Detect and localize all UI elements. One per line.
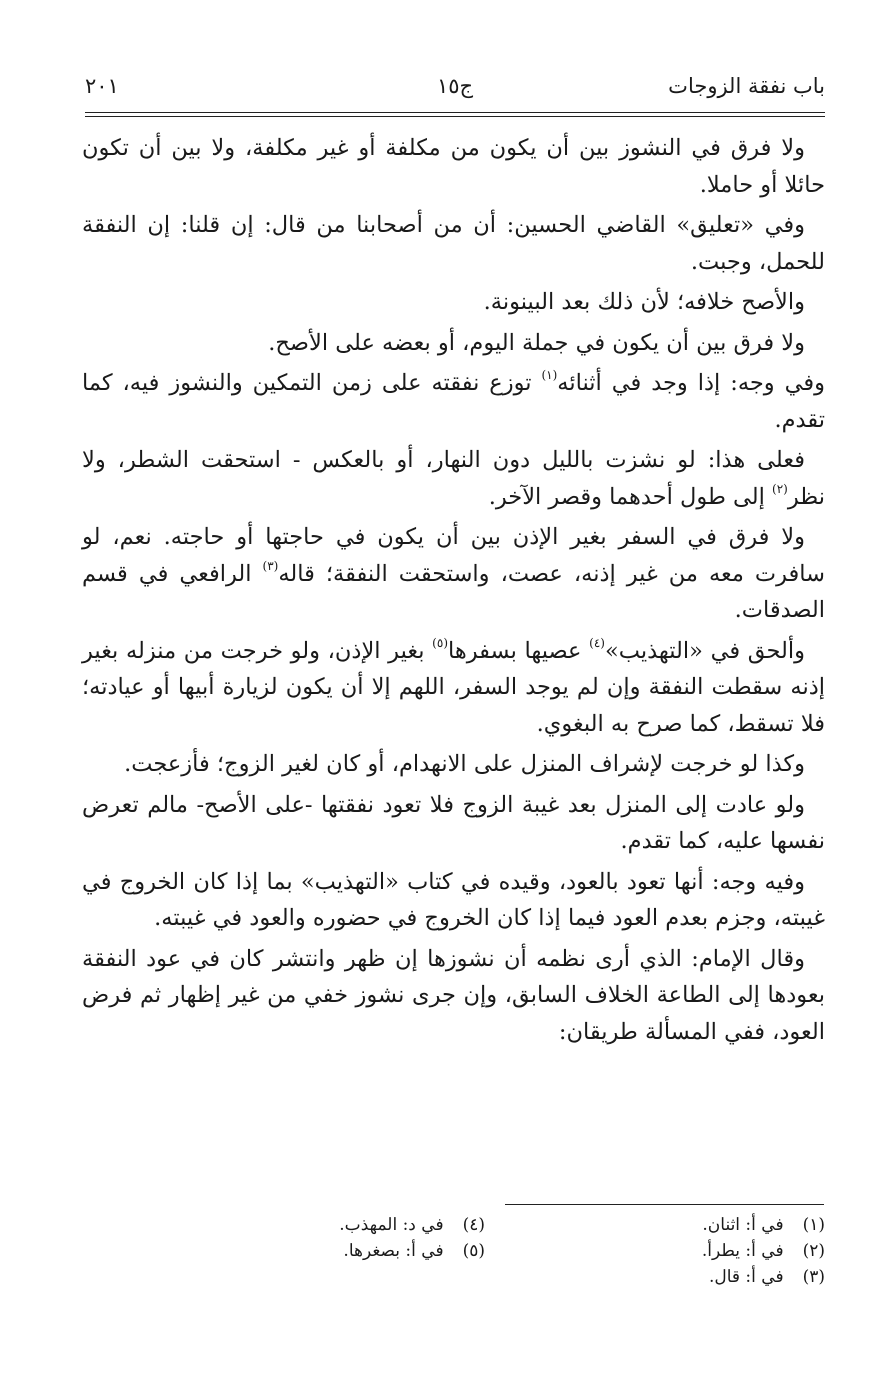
- footnote-column-right: [565, 1212, 825, 1290]
- footnote-item: [265, 1212, 485, 1238]
- page-body: [82, 130, 825, 1054]
- footnote-item: [565, 1212, 825, 1238]
- paragraph: والأصح خلافه؛ لأن ذلك بعد البينونة.: [483, 289, 805, 315]
- header-rule-thin: [85, 116, 825, 117]
- footnote-text: في أ: بصغرها.: [343, 1241, 444, 1261]
- paragraph: وقال الإمام: الذي أرى نظمه أن نشوزها إن ظهر وانتشر كان في عود النفقة بعودها إلى الطاعة الخلاف السابق، وإن جرى نشوز خفي من غير إظهار ثم فرض العود، ففي المسألة طريقان:: [82, 945, 825, 1045]
- page-header: [85, 74, 825, 108]
- footnote-separator: [505, 1204, 824, 1205]
- paragraph: وكذا لو خرجت لإشراف المنزل على الانهدام، أو كان لغير الزوج؛ فأزعجت.: [124, 751, 805, 777]
- footnote-marker: (٣): [262, 558, 279, 573]
- footnote-item: [565, 1238, 825, 1264]
- footnote-number: (١): [802, 1215, 825, 1235]
- paragraph: وفي «تعليق» القاضي الحسين: أن من أصحابنا من قال: إن قلنا: إن النفقة للحمل، وجبت.: [82, 212, 825, 275]
- footnote-marker: (١): [541, 368, 558, 382]
- paragraph: ولا فرق في النشوز بين أن يكون من مكلفة أو غير مكلفة، ولا بين أن تكون حائلا أو حاملا.: [82, 135, 825, 198]
- chapter-title: باب نفقة الزوجات: [668, 74, 825, 98]
- footnote-item: [565, 1264, 825, 1290]
- header-rule: [85, 112, 825, 113]
- footnote-number: (٥): [462, 1241, 485, 1261]
- footnote-marker: (٥): [432, 635, 448, 650]
- footnote-item: [265, 1238, 485, 1264]
- footnote-text: في أ: قال.: [708, 1267, 784, 1287]
- paragraph: ولا فرق بين أن يكون في جملة اليوم، أو بعضه على الأصح.: [268, 329, 805, 356]
- footnote-text: في أ: اثنان.: [702, 1215, 784, 1235]
- footnote-marker: (٤): [589, 635, 605, 650]
- footnote-number: (٤): [462, 1215, 485, 1235]
- volume-label: ج١٥: [436, 74, 474, 98]
- page-number: ٢٠١: [85, 74, 119, 98]
- paragraph: ولو عادت إلى المنزل بعد غيبة الزوج فلا تعود نفقتها -على الأصح- مالم تعرض نفسها عليه، كما تقدم.: [82, 791, 825, 854]
- paragraph: وألحق في «التهذيب»$^{(٤)}$ عصيها بسفرها$^{(٥)}$ بغير الإذن، ولو خرجت من منزله بغير إذنه سقطت النفقة وإن لم يوجد السفر، اللهم إلا أن يكون لزيارة أبيها أو عيادته؛ فلا تسقط، كما صرح به البغوي.: [82, 635, 825, 737]
- paragraph: وفيه وجه: أنها تعود بالعود، وقيده في كتاب «التهذيب» بما إذا كان الخروج في غيبته، وجزم بعدم العود فيما إذا كان الخروج في حضوره والعود في غيبته.: [82, 868, 825, 931]
- footnote-marker: (٢): [772, 481, 788, 496]
- footnote-text: في أ: يطرأ.: [701, 1241, 784, 1261]
- paragraph: فعلى هذا: لو نشزت بالليل دون النهار، أو بالعكس - استحقت الشطر، ولا نظر$^{(٢)}$ إلى طول أحدهما وقصر الآخر.: [82, 447, 825, 510]
- footnote-number: (٢): [802, 1241, 825, 1261]
- footnote-number: (٣): [802, 1267, 825, 1287]
- paragraph: ولا فرق في السفر بغير الإذن بين أن يكون في حاجتها أو حاجته. نعم، لو سافرت معه من غير إذنه، عصت، واستحقت النفقة؛ قاله$^{(٣)}$ الرافعي في قسم الصدقات.: [82, 524, 825, 623]
- paragraph: وفي وجه: إذا وجد في أثنائه$^{(١)}$ توزع نفقته على زمن التمكين والنشوز فيه، كما تقدم.: [82, 368, 825, 433]
- footnote-column-left: [265, 1212, 485, 1264]
- footnote-text: في د: المهذب.: [339, 1215, 444, 1235]
